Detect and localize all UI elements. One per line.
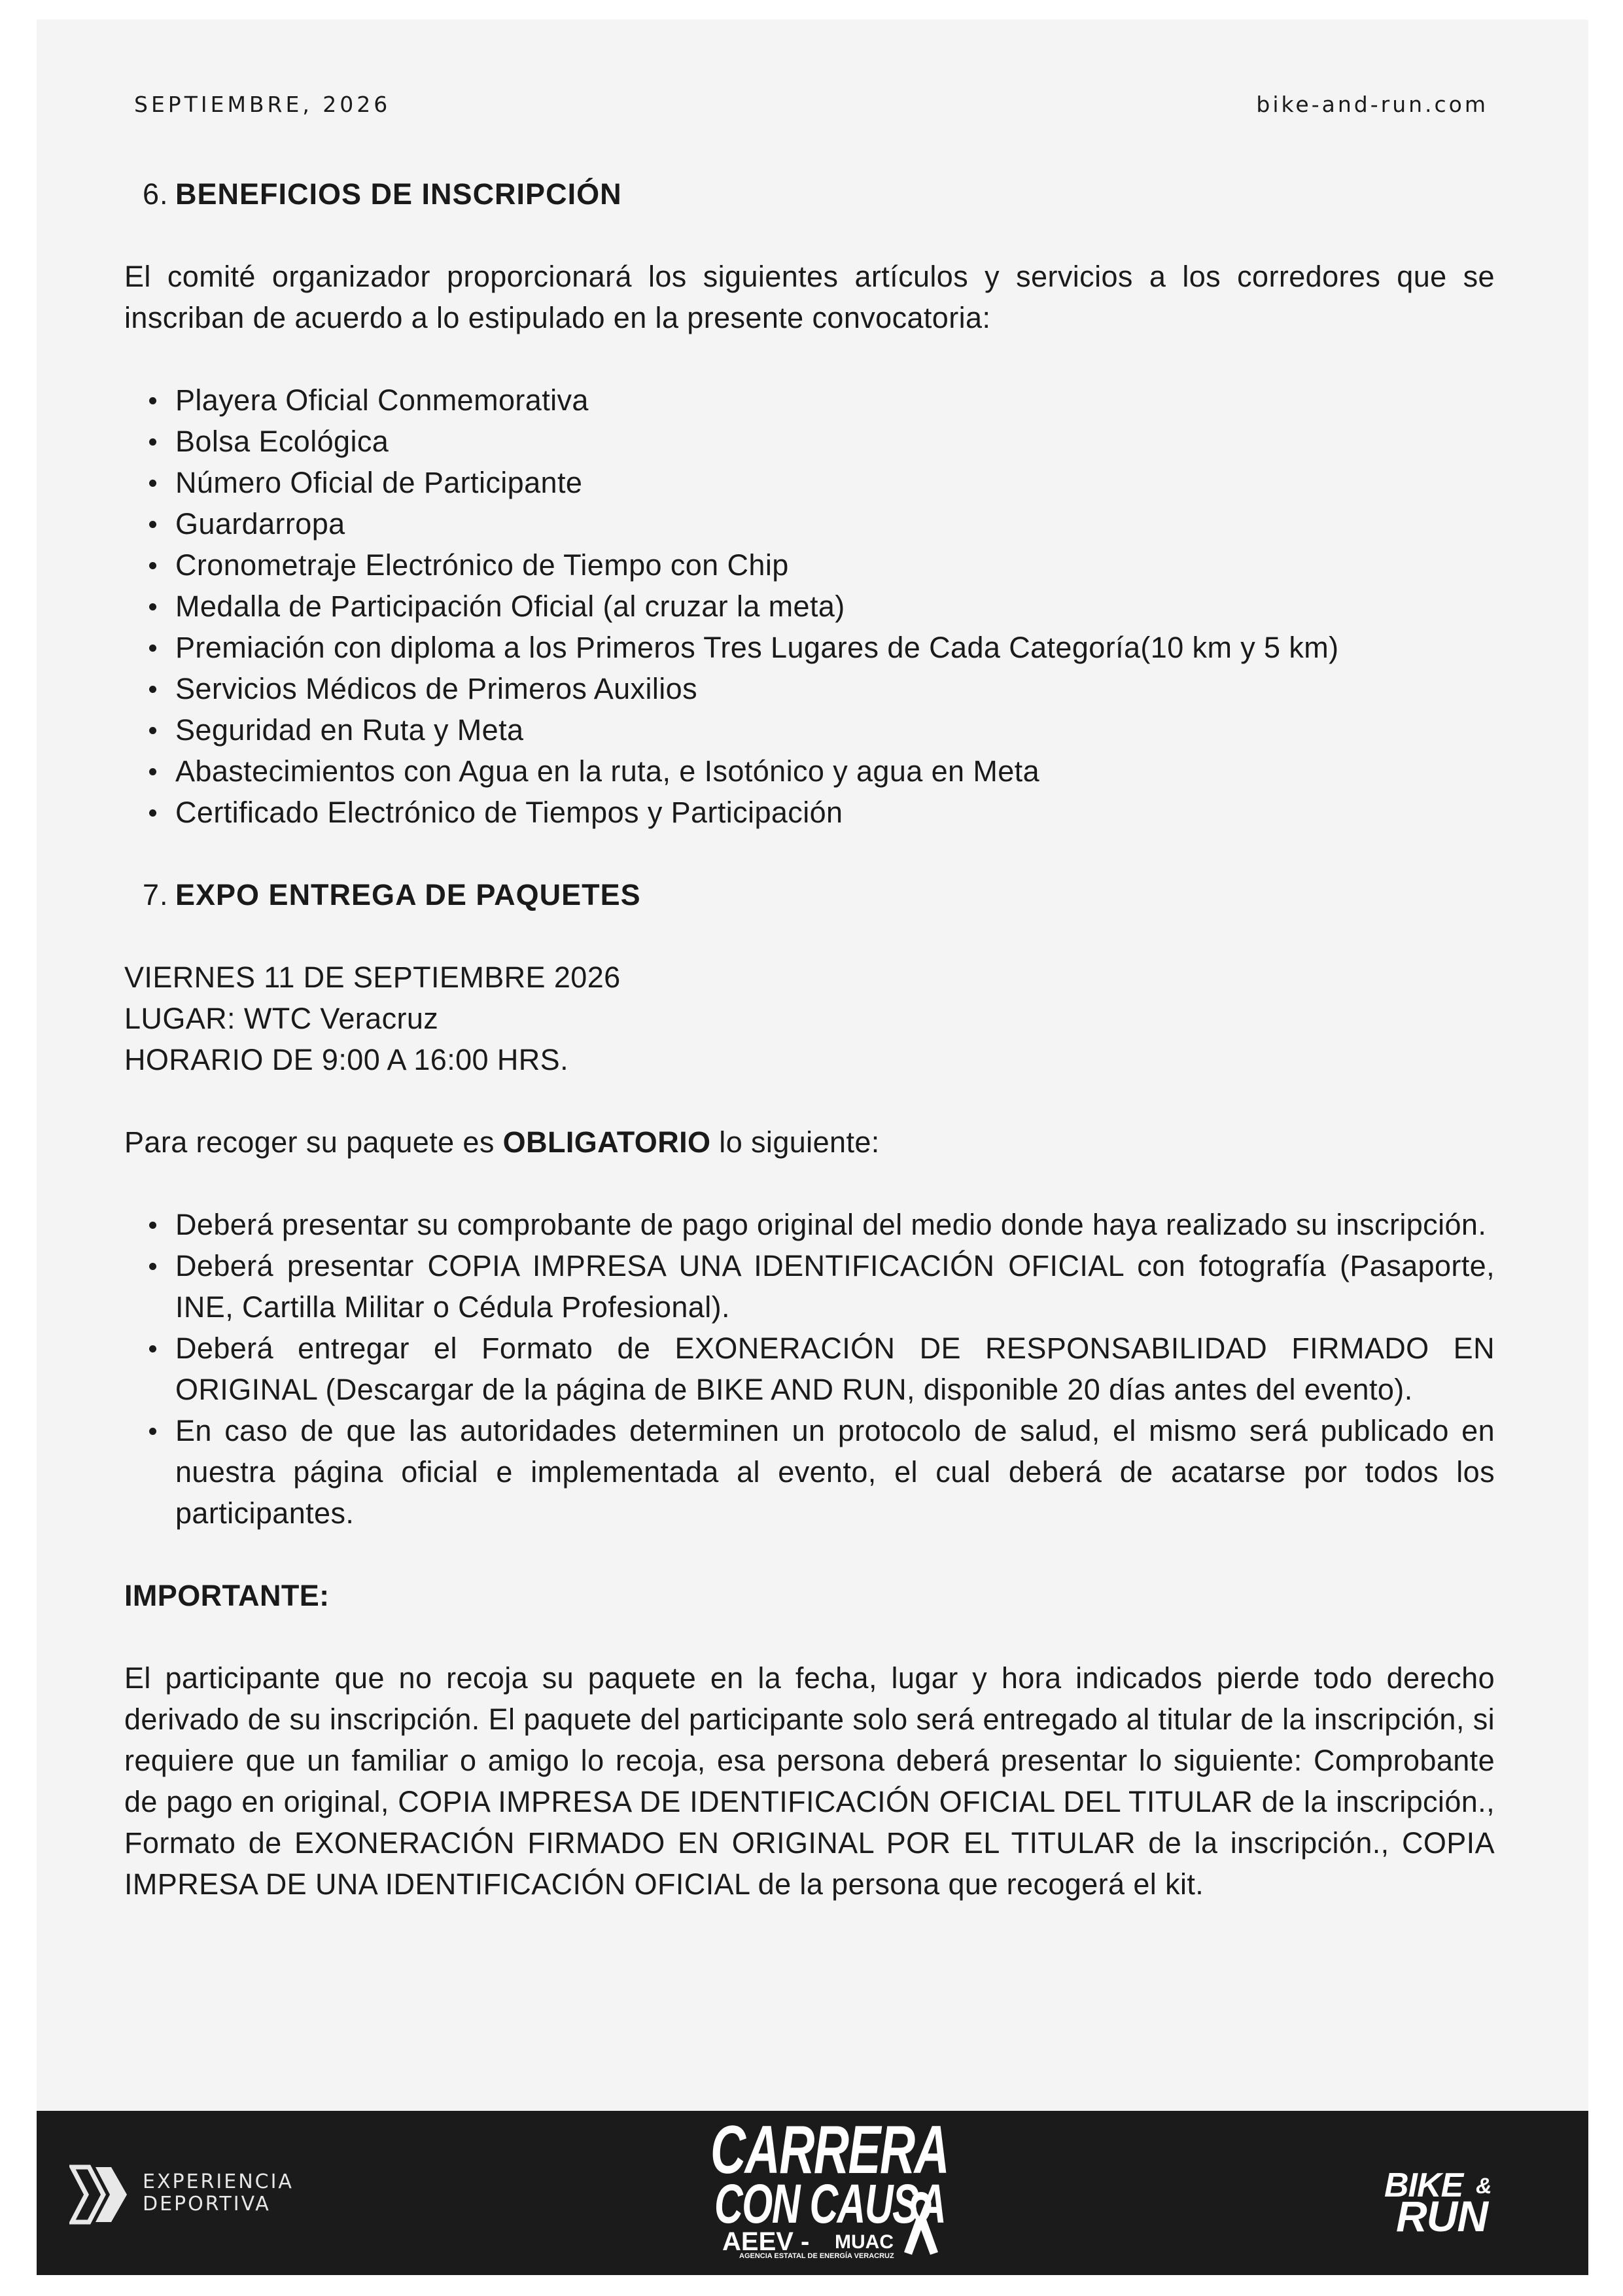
list-item: Deberá entregar el Formato de EXONERACIÓN DE RESPONSABILIDAD FIRMADO EN ORIGINAL (Descargar de la página de BIKE AND RUN, disponible 20 días antes del evento).: [124, 1328, 1495, 1410]
list-item: Deberá presentar su comprobante de pago original del medio donde haya realizado su inscripción.: [124, 1204, 1495, 1245]
right-logo-line1: BIKE: [1384, 2166, 1463, 2204]
center-logo-aeev: AEEV -: [722, 2227, 810, 2256]
requirements-list: [124, 1204, 1495, 1534]
center-logo-muac: MUAC: [835, 2231, 894, 2253]
center-logo-line1: CARRERA: [710, 2112, 949, 2188]
list-item: Certificado Electrónico de Tiempos y Participación: [124, 792, 1495, 833]
expo-date: VIERNES 11 DE SEPTIEMBRE 2026: [124, 961, 621, 994]
center-logo-line2: CON CAUSA: [714, 2173, 946, 2234]
document-body: [124, 173, 1495, 1905]
right-logo-amp: &: [1476, 2174, 1492, 2199]
experiencia-deportiva-logo: [69, 2157, 331, 2229]
list-item: Seguridad en Ruta y Meta: [124, 709, 1495, 751]
header-date: SEPTIEMBRE, 2026: [134, 92, 391, 117]
left-logo-line1: EXPERIENCIA: [143, 2170, 294, 2193]
requirement-bold: OBLIGATORIO: [502, 1125, 711, 1159]
requirement-suffix: lo siguiente:: [710, 1125, 880, 1159]
awareness-ribbon-icon: [901, 2187, 941, 2259]
section-7-title: [124, 874, 1495, 915]
list-item: Deberá presentar COPIA IMPRESA UNA IDENTIFICACIÓN OFICIAL con fotografía (Pasaporte, INE, Cartilla Militar o Cédula Profesional).: [124, 1245, 1495, 1328]
requirement-prefix: Para recoger su paquete es: [124, 1125, 503, 1159]
header-site-url[interactable]: bike-and-run.com: [1256, 92, 1488, 117]
section-6-intro: El comité organizador proporcionará los siguientes artículos y servicios a los corredores que se inscriban de acuerdo a lo estipulado en la presente convocatoria:: [124, 260, 1495, 334]
section-6-number: 6.: [143, 177, 169, 211]
left-logo-line2: DEPORTIVA: [143, 2193, 271, 2216]
list-item: Cronometraje Electrónico de Tiempo con Chip: [124, 544, 1495, 586]
list-item: Número Oficial de Participante: [124, 462, 1495, 503]
expo-place: LUGAR: WTC Veracruz: [124, 1002, 439, 1035]
expo-hours: HORARIO DE 9:00 A 16:00 HRS.: [124, 1043, 568, 1076]
footer-banner: [37, 2111, 1588, 2275]
page-header: [134, 92, 1488, 118]
section-6-title-text: BENEFICIOS DE INSCRIPCIÓN: [175, 177, 622, 211]
section-7-number: 7.: [143, 878, 169, 911]
list-item: En caso de que las autoridades determinen un protocolo de salud, el mismo será publicado en nuestra página oficial e implementada al evento, el cual deberá de acatarse por todos los participantes.: [124, 1410, 1495, 1534]
benefits-list: [124, 380, 1495, 833]
list-item: Bolsa Ecológica: [124, 421, 1495, 462]
expo-details: [124, 957, 1495, 1080]
important-label: IMPORTANTE:: [124, 1579, 330, 1612]
center-logo-agency: AGENCIA ESTATAL DE ENERGÍA VERACRUZ: [739, 2252, 894, 2260]
requirement-intro: [124, 1122, 1495, 1163]
important-text: El participante que no recoja su paquete en la fecha, lugar y hora indicados pierde todo derecho derivado de su inscripción. El paquete del participante solo será entregado al titular de la inscripción, si requiere que un familiar o amigo lo recoja, esa persona deberá presentar lo siguiente: Comprobante de pago en original, COPIA IMPRESA DE IDENTIFICACIÓN OFICIAL DEL TITULAR de la inscripción., Formato de EXONERACIÓN FIRMADO EN ORIGINAL POR EL TITULAR de la inscripción., COPIA IMPRESA DE UNA IDENTIFICACIÓN OFICIAL de la persona que recogerá el kit.: [124, 1661, 1495, 1901]
list-item: Servicios Médicos de Primeros Auxilios: [124, 668, 1495, 709]
section-6-title: [124, 173, 1495, 215]
list-item: Medalla de Participación Oficial (al cruzar la meta): [124, 586, 1495, 627]
section-7-title-text: EXPO ENTREGA DE PAQUETES: [175, 878, 641, 911]
list-item: Premiación con diploma a los Primeros Tres Lugares de Cada Categoría(10 km y 5 km): [124, 627, 1495, 668]
list-item: Guardarropa: [124, 503, 1495, 544]
list-item: Abastecimientos con Agua en la ruta, e Isotónico y agua en Meta: [124, 751, 1495, 792]
right-logo-line2: RUN: [1396, 2192, 1488, 2240]
bike-and-run-logo: [1384, 2166, 1554, 2240]
chevrons-icon: [69, 2164, 132, 2225]
list-item: Playera Oficial Conmemorativa: [124, 380, 1495, 421]
carrera-con-causa-logo: [691, 2112, 966, 2273]
